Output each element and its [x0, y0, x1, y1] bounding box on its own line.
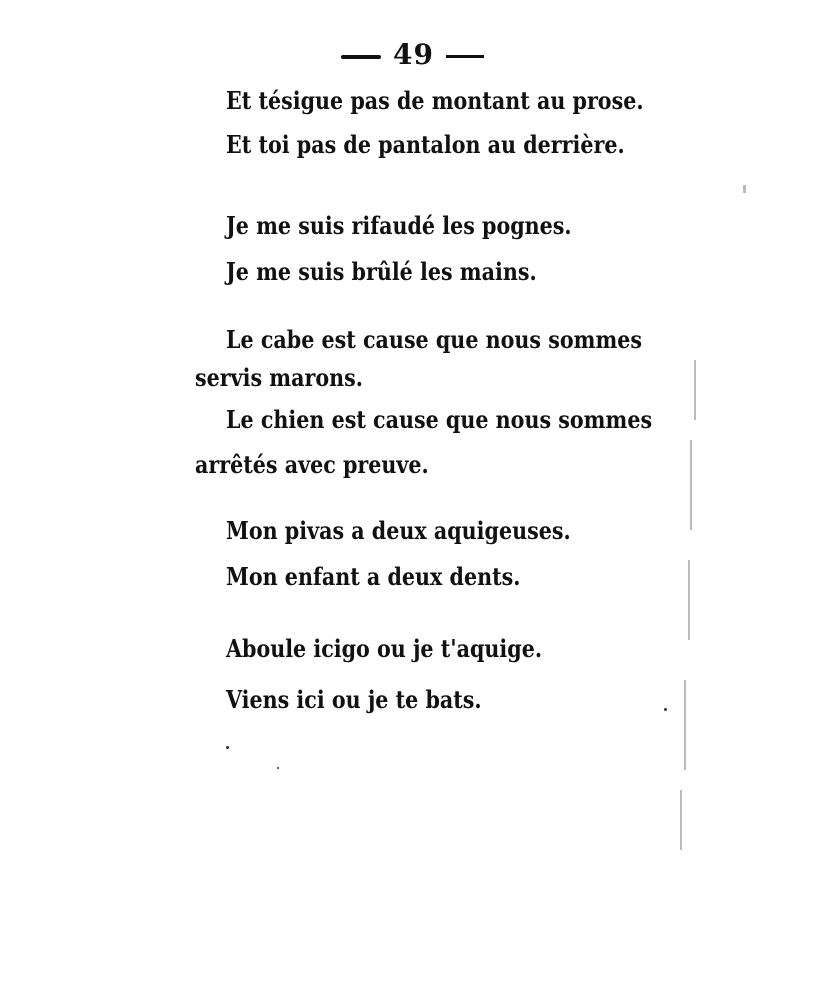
text-line: Et toi pas de pantalon au derrière.	[226, 130, 625, 159]
text-line: Je me suis brûlé les mains.	[226, 257, 537, 286]
text-line: arrêtés avec preuve.	[195, 450, 429, 479]
text-line: Mon enfant a deux dents.	[226, 562, 521, 591]
text-line: Mon pivas a deux aquigeuses.	[226, 516, 571, 545]
scan-dot	[226, 746, 229, 749]
text-line: Et tésigue pas de montant au prose.	[226, 86, 644, 115]
text-line: Viens ici ou je te bats.	[226, 685, 482, 714]
scan-speck	[694, 360, 696, 420]
scan-speck	[680, 790, 682, 850]
page-header	[0, 38, 825, 71]
text-line: Aboule icigo ou je t'aquige.	[226, 634, 543, 663]
scan-dot	[664, 708, 667, 711]
text-line: Le chien est cause que nous sommes	[226, 405, 653, 434]
text-line: Je me suis rifaudé les pognes.	[226, 211, 572, 240]
header-dash-left	[341, 55, 381, 59]
scan-speck	[684, 680, 686, 770]
text-line: servis marons.	[195, 363, 363, 392]
page-number: 49	[393, 38, 434, 71]
scan-speck	[743, 185, 746, 193]
scan-speck	[688, 560, 690, 640]
scan-speck	[690, 440, 692, 530]
scan-dot	[277, 767, 279, 769]
header-dash-right	[446, 55, 484, 58]
text-line: Le cabe est cause que nous sommes	[226, 325, 643, 354]
